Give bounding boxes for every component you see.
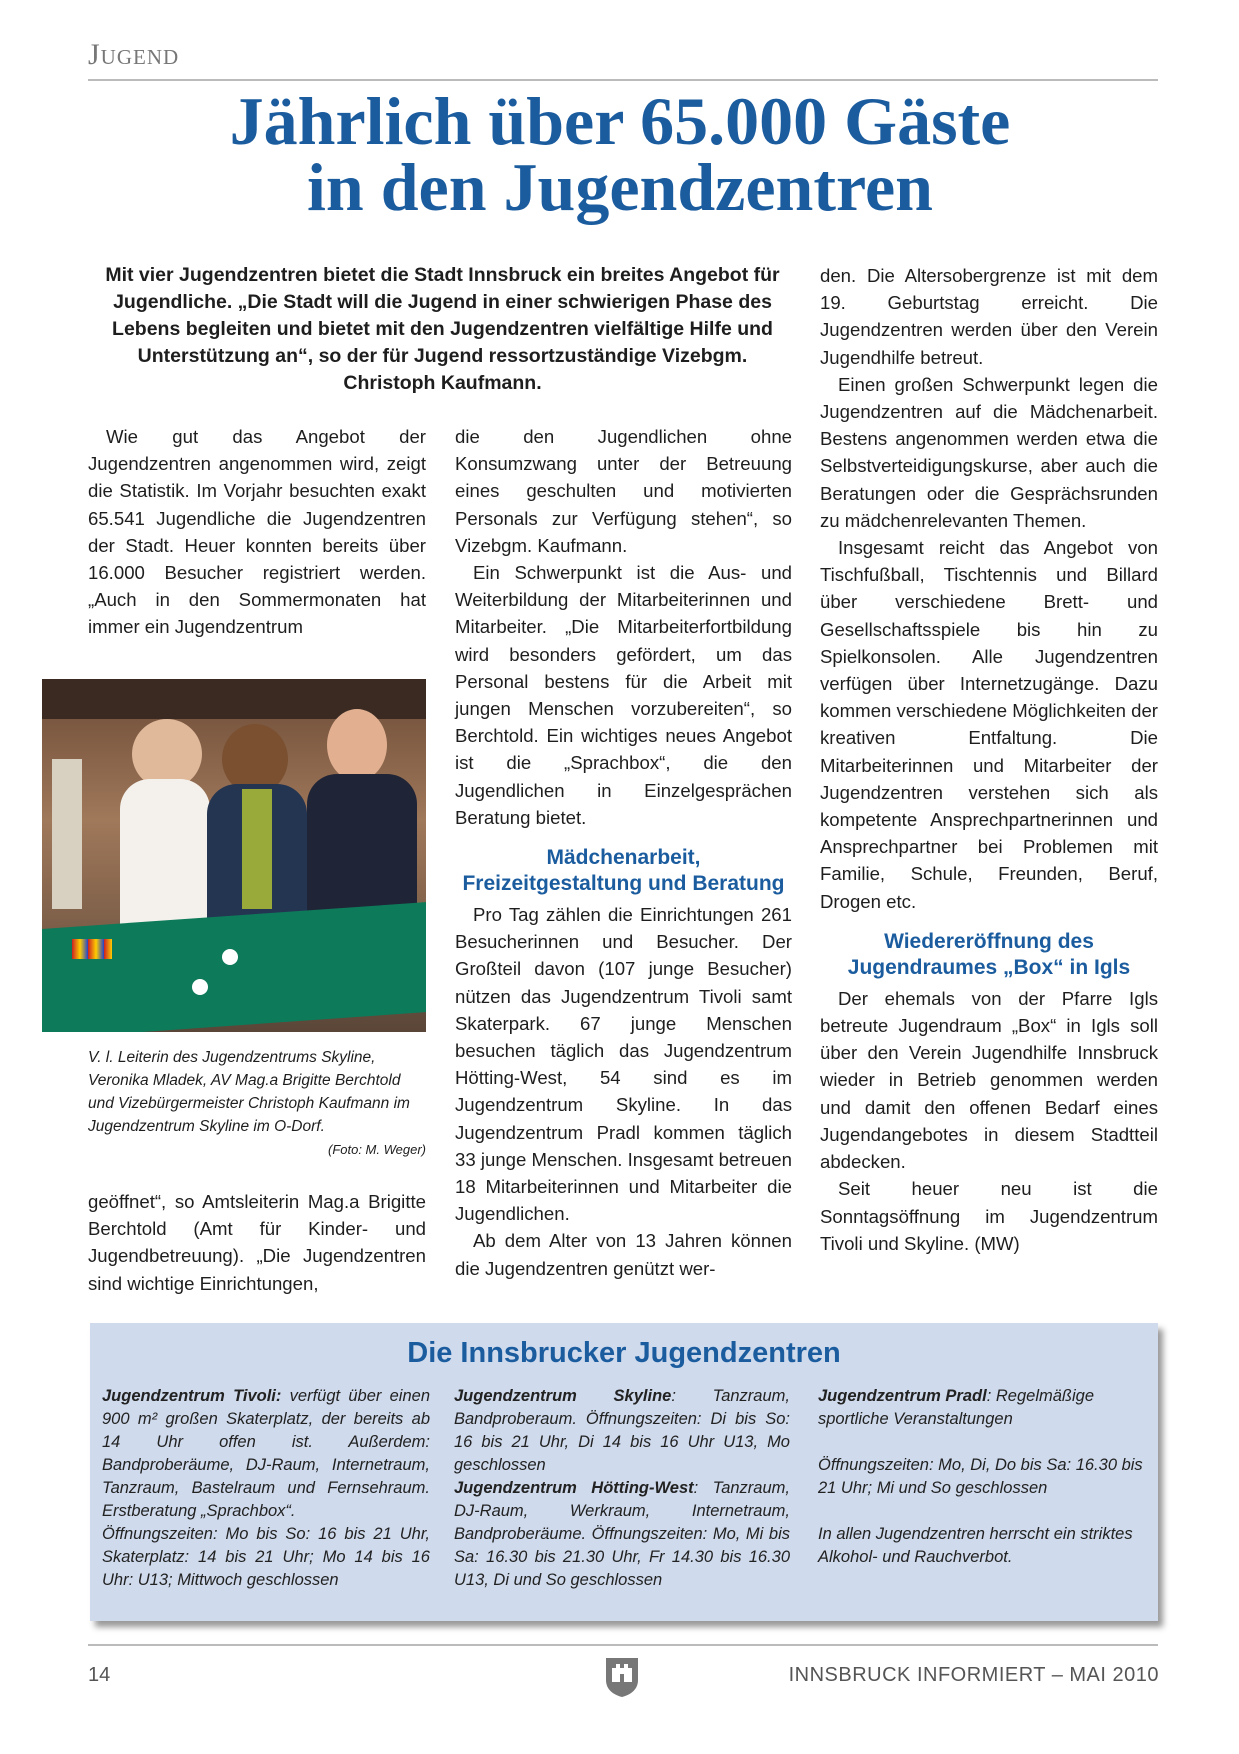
paragraph: Der ehemals von der Pfarre Igls betreute Jugendraum „Box“ in Igls soll über den Verein Jugendhilfe Innsbruck wieder in Betrieb genommen werden und damit den offenen Bedarf eines Jugendangebotes in diesem Stadtteil abdecken.	[820, 987, 1158, 1173]
paragraph: die den Jugendlichen ohne Konsumzwang unter der Betreuung eines geschulten und motivierten Personals zur Verfügung stehen“, so Vizebgm. Kaufmann.	[455, 426, 792, 556]
title-line-2: in den Jugendzentren	[307, 149, 933, 225]
photo-caption	[88, 1046, 426, 1161]
article-photo	[42, 679, 426, 1032]
paragraph: geöffnet“, so Amtsleiterin Mag.a Brigitte Berchtold (Amt für Kinder- und Jugendbetreuung). „Die Jugendzentren sind wichtige Einrichtungen,	[88, 1191, 426, 1294]
paragraph: den. Die Altersobergrenze ist mit dem 19. Geburtstag erreicht. Die Jugendzentren werden über den Verein Jugendhilfe betreut.	[820, 265, 1158, 368]
column-3	[820, 262, 1158, 1257]
info-box	[90, 1323, 1158, 1621]
section-label: Jugend	[88, 38, 180, 71]
caption-text: V. l. Leiterin des Jugendzentrums Skyline, Veronika Mladek, AV Mag.a Brigitte Berchtold und Vizebürgermeister Christoph Kaufmann im Jugendzentrum Skyline im O-Dorf.	[88, 1049, 410, 1135]
photo-credit: (Foto: M. Weger)	[327, 1142, 426, 1157]
column-1-top	[88, 423, 426, 641]
paragraph: Insgesamt reicht das Angebot von Tischfußball, Tischtennis und Billard über verschiedene Brett- und Gesellschaftsspiele bis hin zu Spielkonsolen. Alle Jugendzentren verfügen über Internetzugänge. Dazu kommen verschiedene Möglichkeiten der kreativen Entfaltung. Die Mitarbeiterinnen und Mitarbeiter der Jugendzentren verstehen sich als kompetente Ansprechpartnerinnen und Ansprechpartner bei Problemen mit Familie, Schule, Freunden, Beruf, Drogen etc.	[820, 537, 1158, 912]
info-tivoli	[102, 1385, 430, 1592]
info-note: In allen Jugendzentren herrscht ein striktes Alkohol- und Rauchverbot.	[818, 1525, 1133, 1566]
info-box-title: Die Innsbrucker Jugendzentren	[407, 1337, 841, 1369]
paragraph: Pro Tag zählen die Einrichtungen 261 Besucherinnen und Besucher. Der Großteil davon (107 junge Besucher) nützen das Jugendzentrum Tivoli samt Skaterpark. 67 junge Menschen besuchen täglich das Jugendzentrum Hötting-West, 54 sind es im Jugendzentrum Skyline. In das Jugendzentrum Pradl kommen täglich 33 junge Menschen. Insgesamt betreuen 18 Mitarbeiterinnen und Mitarbeiter die Jugendlichen.	[455, 904, 792, 1225]
center-text: : Regelmäßige sportliche Veranstaltungen	[818, 1387, 1095, 1428]
center-name: Jugendzentrum Pradl	[818, 1387, 987, 1405]
page-number: 14	[88, 1664, 111, 1686]
intro-paragraph: Mit vier Jugendzentren bietet die Stadt Innsbruck ein breites Angebot für Jugendliche. „Die Stadt will die Jugend in einer schwierigen Phase des Lebens begleiten und bietet mit den Jugendzentren vielfältige Hilfe und Unterstützung an“, so der für Jugend ressortzuständige Vizebgm. Christoph Kaufmann.	[105, 264, 780, 394]
paragraph: Seit heuer neu ist die Sonntagsöffnung im Jugendzentrum Tivoli und Skyline. (MW)	[820, 1178, 1158, 1254]
center-name: Jugendzentrum Hötting-West	[454, 1479, 694, 1497]
center-text: : Tanzraum, Bandproberaum. Öffnungszeiten: Di bis So: 16 bis 21 Uhr, Di 14 bis 16 Uhr U13, Mo geschlossen	[454, 1387, 790, 1474]
paragraph: Einen großen Schwerpunkt legen die Jugendzentren auf die Mädchenarbeit. Bestens angenommen werden etwa die Selbstverteidigungskurse, aber auch die Beratungen oder die Gesprächsrunden zu mädchenrelevanten Themen.	[820, 373, 1158, 531]
center-name: Jugendzentrum Skyline	[454, 1387, 672, 1405]
paragraph: Wie gut das Angebot der Jugendzentren angenommen wird, zeigt die Statistik. Im Vorjahr besuchten exakt 65.541 Jugendliche die Jugendzentren der Stadt. Heuer konnten bereits über 16.000 Besucher registriert werden. „Auch in den Sommermonaten hat immer ein Jugendzentrum	[88, 426, 426, 638]
article-title	[60, 83, 1180, 225]
center-hours: Öffnungszeiten: Mo bis So: 16 bis 21 Uhr, Skaterplatz: 14 bis 21 Uhr; Mo 14 bis 16 Uhr: U13; Mittwoch geschlossen	[102, 1525, 430, 1589]
center-text: verfügt über einen 900 m² großen Skaterplatz, der bereits ab 14 Uhr offen ist. Außerdem: Bandproberäume, DJ-Raum, Internetraum, Tanzraum, Bastelraum und Fernsehraum. Erstberatung „Sprachbox“.	[102, 1387, 430, 1520]
center-hours: Öffnungszeiten: Mo, Di, Do bis Sa: 16.30 bis 21 Uhr; Mi und So geschlossen	[818, 1456, 1143, 1497]
info-skyline-hoetting	[454, 1385, 790, 1592]
center-name: Jugendzentrum Tivoli:	[102, 1387, 282, 1405]
column-1-bottom	[88, 1188, 426, 1297]
column-2	[455, 423, 792, 1282]
publication-name: INNSBRUCK INFORMIERT – MAI 2010	[788, 1664, 1159, 1686]
title-line-1: Jährlich über 65.000 Gäste	[229, 83, 1011, 159]
paragraph: Ein Schwerpunkt ist die Aus- und Weiterbildung der Mitarbeiterinnen und Mitarbeiter. „Die Mitarbeiterfortbildung wird besonders gefördert, um das Personal bestens für die Arbeit mit jungen Menschen vorzubereiten“, so Berchtold. Ein wichtiges neues Angebot ist die „Sprachbox“, die den Jugendlichen in Einzelgesprächen Beratung bietet.	[455, 562, 792, 828]
footer-rule	[88, 1644, 1158, 1646]
subheading: Wiedereröffnung des Jugendraumes „Box“ in Igls	[847, 929, 1131, 979]
paragraph: Ab dem Alter von 13 Jahren können die Jugendzentren genützt wer-	[455, 1230, 792, 1279]
center-text: : Tanzraum, DJ-Raum, Werkraum, Internetraum, Bandproberäume. Öffnungszeiten: Mo, Mi bis Sa: 16.30 bis 21.30 Uhr, Fr 14.30 bis 16.30 U13, Di und So geschlossen	[454, 1479, 790, 1589]
header-rule	[88, 79, 1158, 81]
subheading: Mädchenarbeit, Freizeitgestaltung und Beratung	[462, 846, 785, 896]
info-pradl	[818, 1385, 1148, 1569]
city-crest-icon	[604, 1656, 640, 1698]
